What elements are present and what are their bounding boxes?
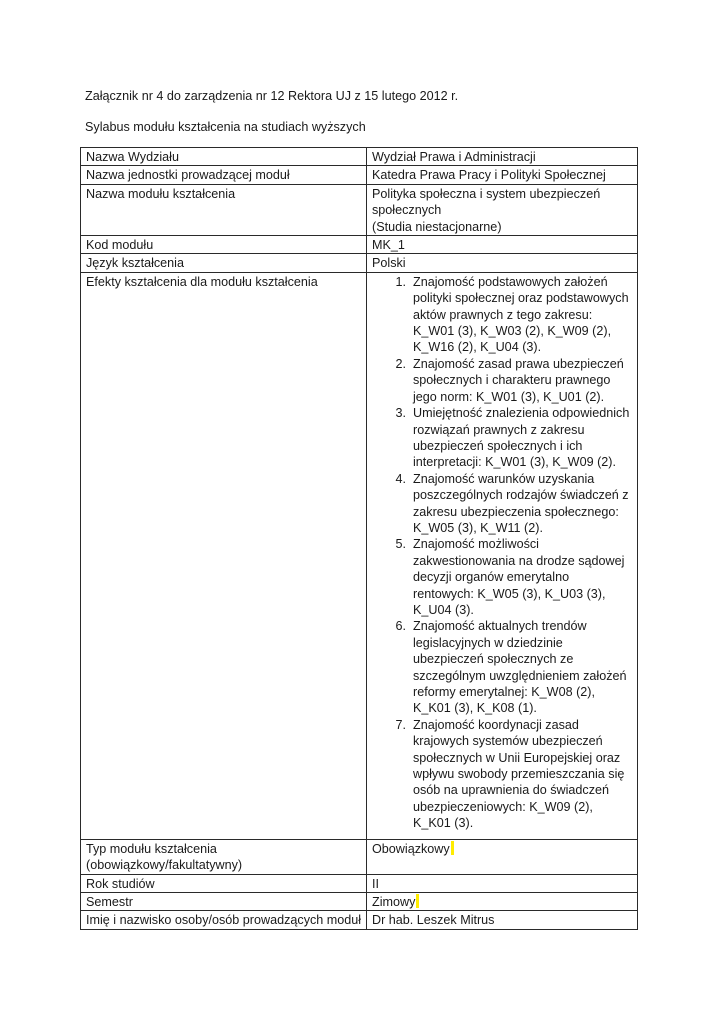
syllabus-table (80, 147, 638, 930)
table-row (81, 893, 638, 911)
row-label: Imię i nazwisko osoby/osób prowadzących moduł (81, 911, 367, 929)
row-value: Katedra Prawa Pracy i Polityki Społecznej (367, 166, 638, 184)
row-label: Rok studiów (81, 874, 367, 892)
table-row (81, 874, 638, 892)
row-value: Polski (367, 254, 638, 272)
table-row (81, 254, 638, 272)
table-row (81, 839, 638, 874)
item-number: 4. (395, 471, 406, 486)
item-number: 3. (395, 406, 406, 421)
item-text: Znajomość aktualnych trendów legislacyjnych w dziedzinie ubezpieczeń społecznych ze szczególnym uwzględnieniem założeń reformy emerytalnej: K_W08 (2), K_K01 (3), K_K08 (1). (413, 619, 627, 716)
item-text: Znajomość warunków uzyskania poszczególnych rodzajów świadczeń z zakresu ubezpieczenia społecznego: K_W05 (3), K_W11 (2). (413, 471, 629, 535)
item-text: Znajomość podstawowych założeń polityki społecznej oraz podstawowych aktów prawnych z tego zakresu: K_W01 (3), K_W03 (2), K_W09 (2), K_W16 (2), K_U04 (3). (413, 274, 629, 355)
module-type-value: Obowiązkowy (372, 841, 450, 856)
table-row (81, 272, 638, 839)
semester-value: Zimowy (372, 895, 416, 910)
row-label: Język kształcenia (81, 254, 367, 272)
row-label: Nazwa jednostki prowadzącej moduł (81, 166, 367, 184)
annex-note: Załącznik nr 4 do zarządzenia nr 12 Rektora UJ z 15 lutego 2012 r. (85, 89, 459, 103)
list-item (372, 405, 633, 471)
row-value (367, 184, 638, 235)
learning-outcomes-cell (367, 272, 638, 839)
row-label: Nazwa modułu kształcenia (81, 184, 367, 235)
row-label: Kod modułu (81, 236, 367, 254)
item-number: 6. (395, 619, 406, 634)
list-item (372, 356, 633, 405)
item-number: 5. (395, 537, 406, 552)
table-row (81, 911, 638, 929)
row-value: MK_1 (367, 236, 638, 254)
document-title: Sylabus modułu kształcenia na studiach wyższych (85, 120, 366, 134)
row-value (367, 893, 638, 911)
row-value: II (367, 874, 638, 892)
item-number: 1. (395, 274, 406, 289)
row-label: Nazwa Wydziału (81, 148, 367, 166)
module-study-mode: (Studia niestacjonarne) (372, 219, 502, 234)
item-text: Znajomość koordynacji zasad krajowych systemów ubezpieczeń społecznych w Unii Europejskiej oraz wpływu swobody przemieszczania się osób na uprawnienia do świadczeń ubezpieczeniowych: K_W09 (2), K_K01 (3). (413, 717, 625, 831)
row-value (367, 839, 638, 874)
row-label: Typ modułu kształcenia (obowiązkowy/fakultatywny) (81, 839, 367, 874)
row-value: Wydział Prawa i Administracji (367, 148, 638, 166)
module-name: Polityka społeczna i system ubezpieczeń społecznych (372, 186, 601, 218)
item-number: 7. (395, 717, 406, 732)
item-text: Znajomość możliwości zakwestionowania na drodze sądowej decyzji organów emerytalno rentowych: K_W05 (3), K_U03 (3), K_U04 (3). (413, 537, 625, 617)
item-text: Umiejętność znalezienia odpowiednich rozwiązań prawnych z zakresu ubezpieczeń społecznych i ich interpretacji: K_W01 (3), K_W09 (2). (413, 406, 630, 470)
list-item (372, 274, 633, 356)
learning-outcomes-list (372, 274, 633, 832)
text-cursor-highlight (451, 841, 454, 855)
list-item (372, 618, 633, 716)
table-row (81, 184, 638, 235)
table-row (81, 236, 638, 254)
row-label: Semestr (81, 893, 367, 911)
list-item (372, 717, 633, 832)
table-row (81, 166, 638, 184)
list-item (372, 471, 633, 537)
table-row (81, 148, 638, 166)
item-number: 2. (395, 356, 406, 371)
row-value: Dr hab. Leszek Mitrus (367, 911, 638, 929)
text-cursor-highlight (416, 894, 419, 908)
list-item (372, 536, 633, 618)
row-label: Efekty kształcenia dla modułu kształcenia (81, 272, 367, 839)
item-text: Znajomość zasad prawa ubezpieczeń społecznych i charakteru prawnego jego norm: K_W01 (3), K_U01 (2). (413, 356, 624, 404)
